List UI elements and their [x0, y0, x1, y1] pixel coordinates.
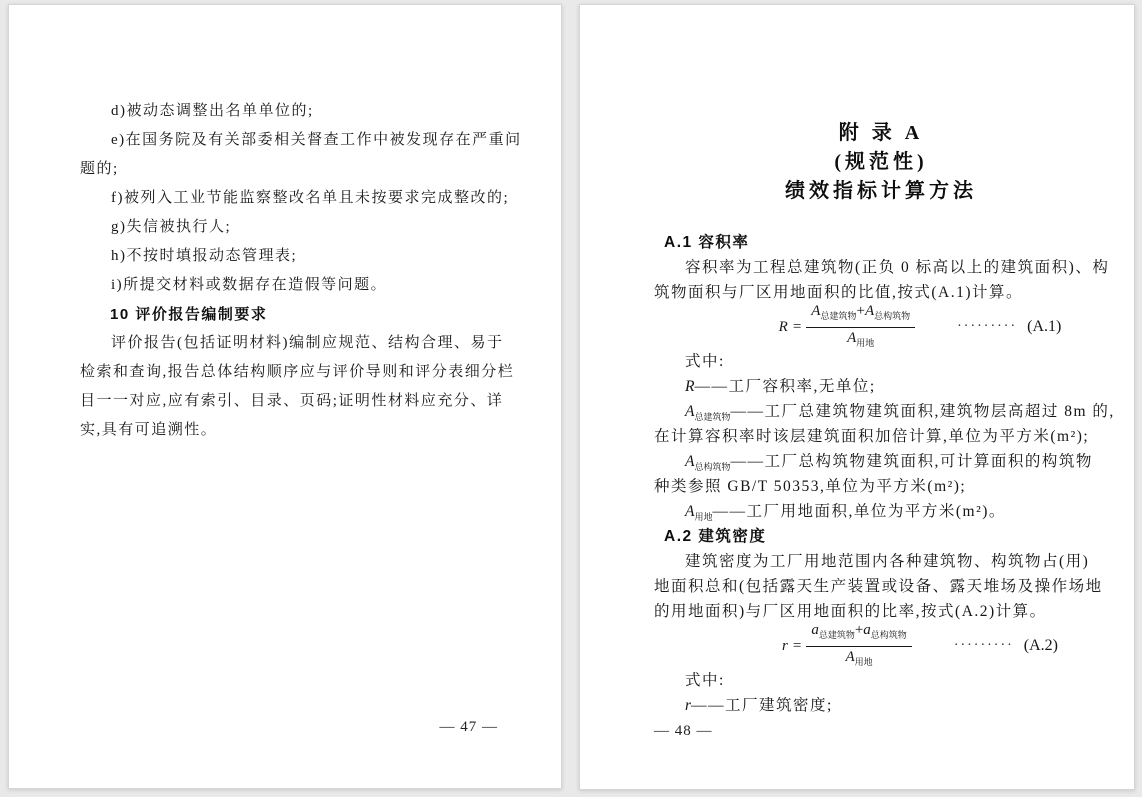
denominator-sub: 用地: [854, 657, 873, 667]
page-number-48: — 48 —: [654, 723, 713, 739]
numerator-var-1: A: [811, 303, 821, 319]
symbol-A-subscript: 总建筑物: [694, 412, 731, 422]
list-item-e: e)在国务院及有关部委相关督查工作中被发现存在严重问: [111, 132, 522, 148]
denominator-var: A: [845, 649, 855, 665]
clause-a2-paragraph-line: 建筑密度为工厂用地范围内各种建筑物、构筑物占(用): [685, 553, 1090, 570]
numerator-var-2: a: [863, 622, 871, 638]
plus-sign: +: [856, 303, 865, 319]
equals-sign: =: [792, 637, 802, 654]
appendix-title-line-1: 附 录 A: [838, 122, 924, 144]
definition-r-text: ——工厂建筑密度;: [691, 697, 833, 714]
formula-a1-dot-leader: ·········: [957, 319, 1018, 334]
list-item-i: i)所提交材料或数据存在造假等问题。: [111, 277, 388, 293]
symbol-A: A: [685, 403, 695, 420]
page-47-text-block: [80, 97, 522, 445]
a1-where-label: 式中:: [685, 353, 725, 370]
document-page-48: [579, 4, 1135, 790]
clause-10-paragraph-line: 检索和查询,报告总体结构顺序应与评价导则和评分表细分栏: [80, 364, 515, 380]
symbol-A-subscript: 总构筑物: [694, 462, 731, 472]
formula-a2-lhs: r: [782, 637, 788, 654]
page-number-47: — 47 —: [439, 719, 498, 735]
symbol-r: r: [685, 697, 692, 714]
symbol-R: R: [685, 378, 695, 395]
plus-sign: +: [854, 622, 864, 638]
denominator-sub: 用地: [856, 338, 875, 348]
definition-A-land: [654, 499, 1108, 524]
appendix-title-line-2: (规范性): [834, 151, 928, 173]
formula-a2: [654, 622, 1108, 667]
numerator-sub-2: 总构筑物: [870, 630, 907, 640]
document-page-47: [8, 4, 562, 789]
definition-A-buildings: [654, 399, 1115, 424]
formula-a1-label: (A.1): [1027, 318, 1062, 335]
list-item-d: d)被动态调整出名单单位的;: [111, 103, 314, 119]
formula-a1-fraction: [806, 303, 915, 351]
list-item-f: f)被列入工业节能监察整改名单且未按要求完成整改的;: [111, 190, 510, 206]
clause-10-heading: 10 评价报告编制要求: [110, 306, 268, 323]
page-48-text-block: [654, 119, 1115, 718]
definition-A-structures-text: ——工厂总构筑物建筑面积,可计算面积的构筑物: [730, 453, 1093, 470]
symbol-A-subscript: 用地: [694, 512, 713, 522]
formula-a1: [654, 303, 1108, 348]
definition-A-buildings-text: ——工厂总建筑物建筑面积,建筑物层高超过 8m 的,: [730, 403, 1115, 420]
definition-r: [654, 693, 1108, 718]
definition-A-land-text: ——工厂用地面积,单位为平方米(m²)。: [712, 503, 1006, 520]
formula-a1-numerator: [806, 303, 915, 328]
numerator-sub-1: 总建筑物: [820, 311, 857, 321]
formula-a1-lhs: R: [778, 318, 788, 335]
formula-a2-dot-leader: ·········: [953, 638, 1014, 653]
clause-a2-paragraph-line: 的用地面积)与厂区用地面积的比率,按式(A.2)计算。: [654, 603, 1047, 620]
clause-a1-paragraph-line: 筑物面积与厂区用地面积的比值,按式(A.1)计算。: [654, 284, 1024, 301]
denominator-var: A: [847, 330, 857, 346]
formula-a1-denominator: [806, 328, 915, 351]
formula-a2-denominator: [806, 647, 912, 670]
clause-10-paragraph-line: 实,具有可追溯性。: [80, 422, 218, 438]
numerator-sub-1: 总建筑物: [818, 630, 855, 640]
list-item-g: g)失信被执行人;: [111, 219, 232, 235]
clause-a2-paragraph-line: 地面积总和(包括露天生产装置或设备、露天堆场及操作场地: [654, 578, 1103, 595]
clause-a1-heading: A.1 容积率: [664, 234, 750, 251]
numerator-var-1: a: [811, 622, 819, 638]
definition-R: [654, 374, 1108, 399]
clause-a2-heading: A.2 建筑密度: [664, 528, 767, 545]
appendix-title-line-3: 绩效指标计算方法: [785, 180, 977, 202]
list-item-h: h)不按时填报动态管理表;: [111, 248, 298, 264]
definition-A-buildings-continued: 在计算容积率时该层建筑面积加倍计算,单位为平方米(m²);: [654, 428, 1090, 445]
clause-10-paragraph-line: 目一一对应,应有索引、目录、页码;证明性材料应充分、详: [80, 393, 504, 409]
numerator-sub-2: 总构筑物: [874, 311, 911, 321]
formula-a2-label: (A.2): [1023, 637, 1058, 654]
clause-a1-paragraph-line: 容积率为工程总建筑物(正负 0 标高以上的建筑面积)、构: [685, 259, 1110, 276]
formula-a2-numerator: [806, 622, 912, 647]
a2-where-label: 式中:: [685, 672, 725, 689]
clause-10-paragraph-line: 评价报告(包括证明材料)编制应规范、结构合理、易于: [111, 335, 504, 351]
list-item-e-continued: 题的;: [80, 161, 119, 177]
formula-a2-fraction: [806, 622, 912, 670]
equals-sign: =: [792, 318, 802, 335]
numerator-var-2: A: [864, 303, 875, 319]
symbol-A: A: [685, 503, 695, 520]
definition-R-text: ——工厂容积率,无单位;: [694, 378, 876, 395]
definition-A-structures: [654, 449, 1108, 474]
symbol-A: A: [685, 453, 695, 470]
definition-A-structures-continued: 种类参照 GB/T 50353,单位为平方米(m²);: [654, 478, 967, 495]
